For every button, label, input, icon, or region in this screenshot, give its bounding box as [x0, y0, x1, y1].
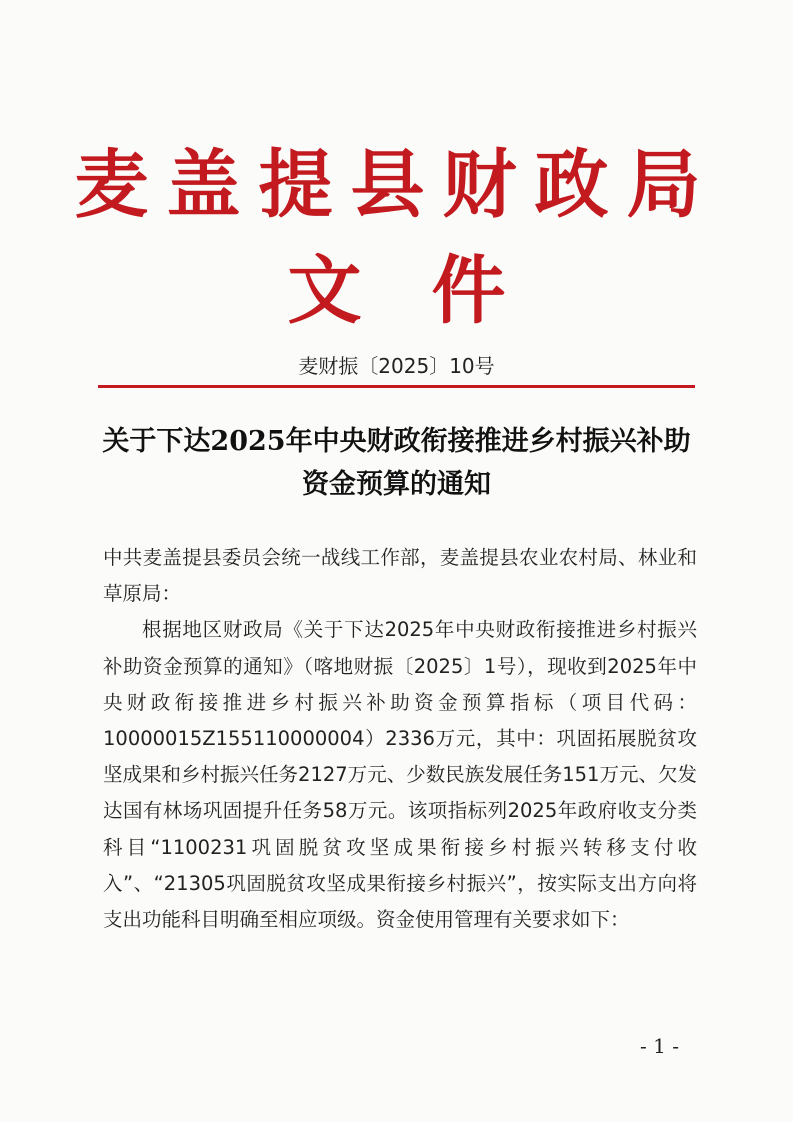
body-paragraph: 根据地区财政局《关于下达2025年中央财政衔接推进乡村振兴补助资金预算的通知》（喀地财振〔2025〕1号），现收到2025年中央财政衔接推进乡村振兴补助资金预算指标（项目代码：10000015Z155110000004）2336万元，其中：巩固拓展脱贫攻坚成果和乡村振兴任务2127万元、少数民族发展任务151万元、欠发达国有林场巩固提升任务58万元。该项指标列2025年政府收支分类科目“1100231巩固脱贫攻坚成果衔接乡村振兴转移支付收入”、“21305巩固脱贫攻坚成果衔接乡村振兴”，按实际支出方向将支出功能科目明确至相应项级。资金使用管理有关要求如下：	[103, 618, 697, 932]
notice-title	[60, 420, 733, 506]
document-number: 麦财振〔2025〕10号	[298, 354, 495, 378]
notice-title-line1: 关于下达2025年中央财政衔接推进乡村振兴补助	[102, 426, 691, 457]
page-number: - 1 -	[640, 1034, 679, 1058]
recipients-line: 中共麦盖提县委员会统一战线工作部，麦盖提县农业农村局、林业和草原局：	[103, 546, 697, 606]
document-type: 文件	[287, 248, 576, 334]
red-divider-line	[98, 385, 695, 388]
issuer-name: 麦盖提县财政局	[74, 142, 719, 228]
notice-title-line2: 资金预算的通知	[302, 469, 491, 500]
notice-body	[103, 540, 697, 938]
